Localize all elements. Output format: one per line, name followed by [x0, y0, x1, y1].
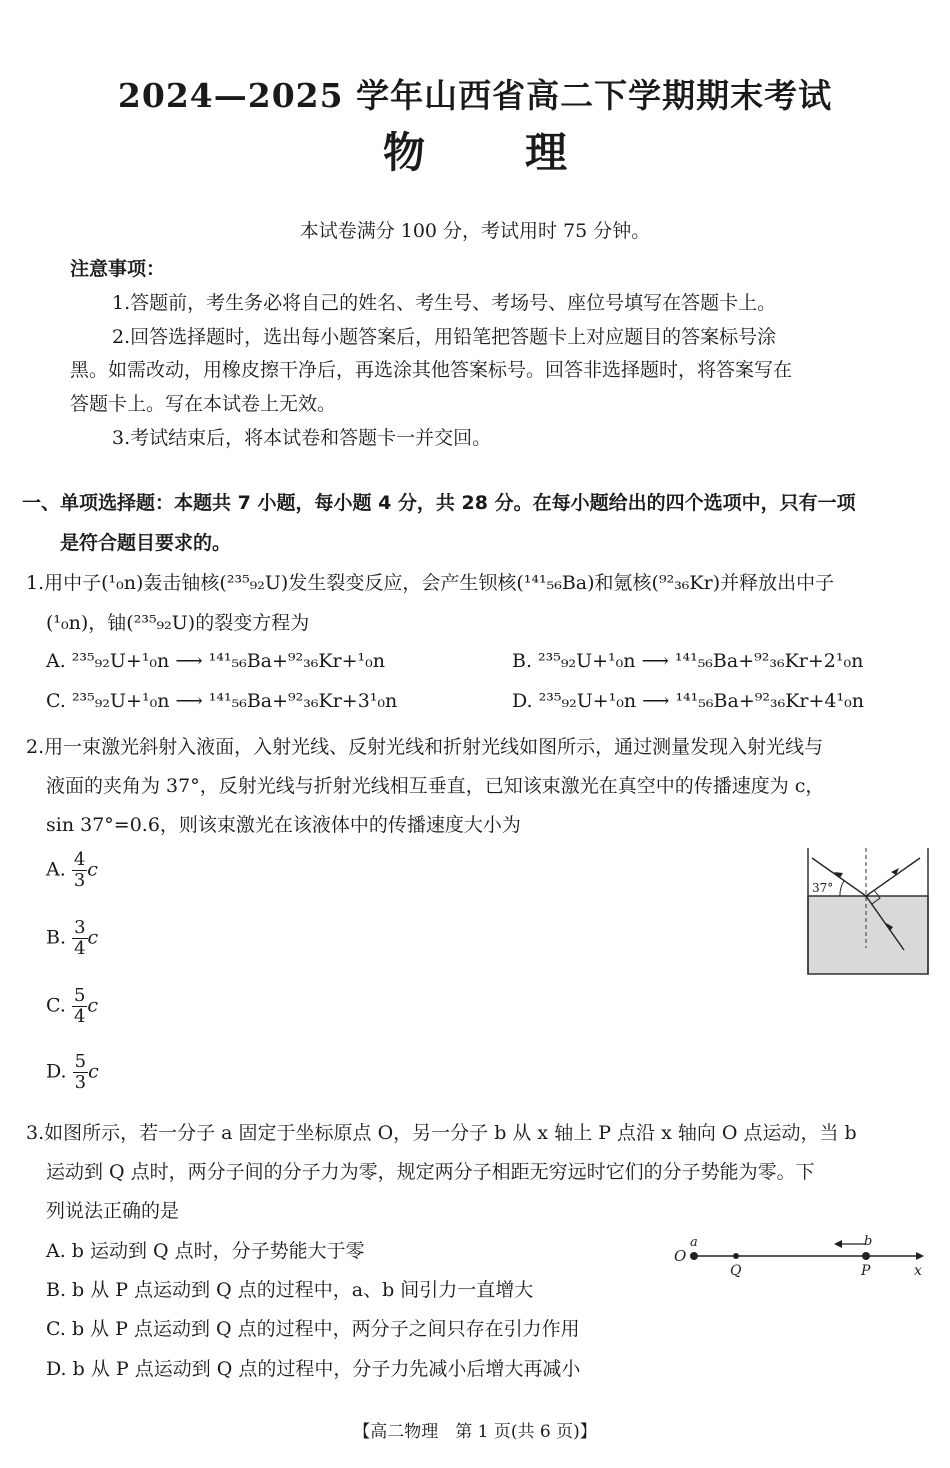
question-3-option-b: B. b 从 P 点运动到 Q 点的过程中，a、b 间引力一直增大 — [46, 1279, 534, 1301]
molecule-axis-figure — [668, 1232, 932, 1278]
notice-line: 1.答题前，考生务必将自己的姓名、考生号、考场号、座位号填写在答题卡上。 — [112, 292, 777, 314]
molecule-b — [862, 1252, 870, 1260]
question-2-option-c: C. $\frac{5}{4}$ c — [46, 985, 99, 1027]
question-1-option-b: B. ²³⁵₉₂U+¹₀n ⟶ ¹⁴¹₅₆Ba+⁹²₃₆Kr+2¹₀n — [512, 650, 864, 672]
x-axis-arrow-icon — [916, 1252, 924, 1260]
angle-arc — [840, 881, 844, 896]
notice-heading: 注意事项： — [70, 258, 166, 280]
x-axis-label: x — [914, 1263, 922, 1278]
point-p-label: P — [861, 1263, 871, 1278]
section-heading-cont: 是符合题目要求的。 — [60, 532, 232, 554]
question-2-stem-cont: 液面的夹角为 37°，反射光线与折射光线相互垂直，已知该束激光在真空中的传播速度为 c， — [46, 775, 825, 797]
question-3-option-d: D. b 从 P 点运动到 Q 点的过程中，分子力先减小后增大再减小 — [46, 1358, 581, 1380]
molecule-a-label: a — [690, 1235, 698, 1250]
question-1-option-c: C. ²³⁵₉₂U+¹₀n ⟶ ¹⁴¹₅₆Ba+⁹²₃₆Kr+3¹₀n — [46, 690, 398, 712]
question-2-option-b: B. $\frac{3}{4}$ c — [46, 917, 99, 959]
question-1-stem: 1.用中子(¹₀n)轰击铀核(²³⁵₉₂U)发生裂变反应，会产生钡核(¹⁴¹₅₆Ba)和氪核(⁹²₃₆Kr)并释放出中子 — [26, 572, 835, 594]
question-3-stem: 3.如图所示，若一分子 a 固定于坐标原点 O，另一分子 b 从 x 轴上 P 点沿 x 轴向 O 点运动，当 b — [26, 1122, 857, 1144]
molecule-a — [690, 1252, 698, 1260]
question-3-option-c: C. b 从 P 点运动到 Q 点的过程中，两分子之间只存在引力作用 — [46, 1318, 580, 1340]
notice-line: 3.考试结束后，将本试卷和答题卡一并交回。 — [112, 427, 492, 449]
question-3-stem-cont: 列说法正确的是 — [46, 1200, 180, 1222]
point-q — [733, 1253, 739, 1259]
question-1-option-d: D. ²³⁵₉₂U+¹₀n ⟶ ¹⁴¹₅₆Ba+⁹²₃₆Kr+4¹₀n — [512, 690, 864, 712]
origin-label: O — [674, 1247, 687, 1265]
subject-title: 物理 — [382, 128, 667, 177]
question-3-option-a: A. b 运动到 Q 点时，分子势能大于零 — [46, 1240, 365, 1262]
refraction-figure — [800, 848, 932, 980]
notice-line: 答题卡上。写在本试卷上无效。 — [70, 393, 337, 415]
question-2-stem: 2.用一束激光斜射入液面，入射光线、反射光线和折射光线如图所示，通过测量发现入射光线与 — [26, 736, 824, 758]
question-1-option-a: A. ²³⁵₉₂U+¹₀n ⟶ ¹⁴¹₅₆Ba+⁹²₃₆Kr+¹₀n — [46, 650, 386, 672]
question-2-option-a: A. $\frac{4}{3}$ c — [46, 849, 98, 891]
question-2-option-d: D. $\frac{5}{3}$ c — [46, 1051, 99, 1093]
exam-intro: 本试卷满分 100 分，考试用时 75 分钟。 — [299, 220, 651, 242]
question-2-stem-cont: sin 37°=0.6，则该束激光在该液体中的传播速度大小为 — [46, 814, 521, 836]
question-3-stem-cont: 运动到 Q 点时，两分子间的分子力为零，规定两分子相距无穷远时它们的分子势能为零。下 — [46, 1161, 815, 1183]
angle-label: 37° — [812, 881, 834, 895]
motion-arrow-icon — [834, 1240, 842, 1248]
point-q-label: Q — [730, 1263, 742, 1278]
notice-line: 黑。如需改动，用橡皮擦干净后，再选涂其他答案标号。回答非选择题时，将答案写在 — [70, 359, 793, 381]
section-heading: 一、单项选择题：本题共 7 小题，每小题 4 分，共 28 分。在每小题给出的四个选项中，只有一项 — [22, 492, 856, 514]
liquid-container — [808, 896, 928, 974]
question-1-stem-cont: (¹₀n)，铀(²³⁵₉₂U)的裂变方程为 — [46, 612, 310, 634]
exam-title: 2024—2025 学年山西省高二下学期期末考试 — [117, 76, 833, 115]
page-footer: 【高二物理 第 1 页(共 6 页)】 — [353, 1422, 597, 1442]
molecule-b-label: b — [864, 1234, 873, 1249]
notice-line: 2.回答选择题时，选出每小题答案后，用铅笔把答题卡上对应题目的答案标号涂 — [112, 326, 777, 348]
